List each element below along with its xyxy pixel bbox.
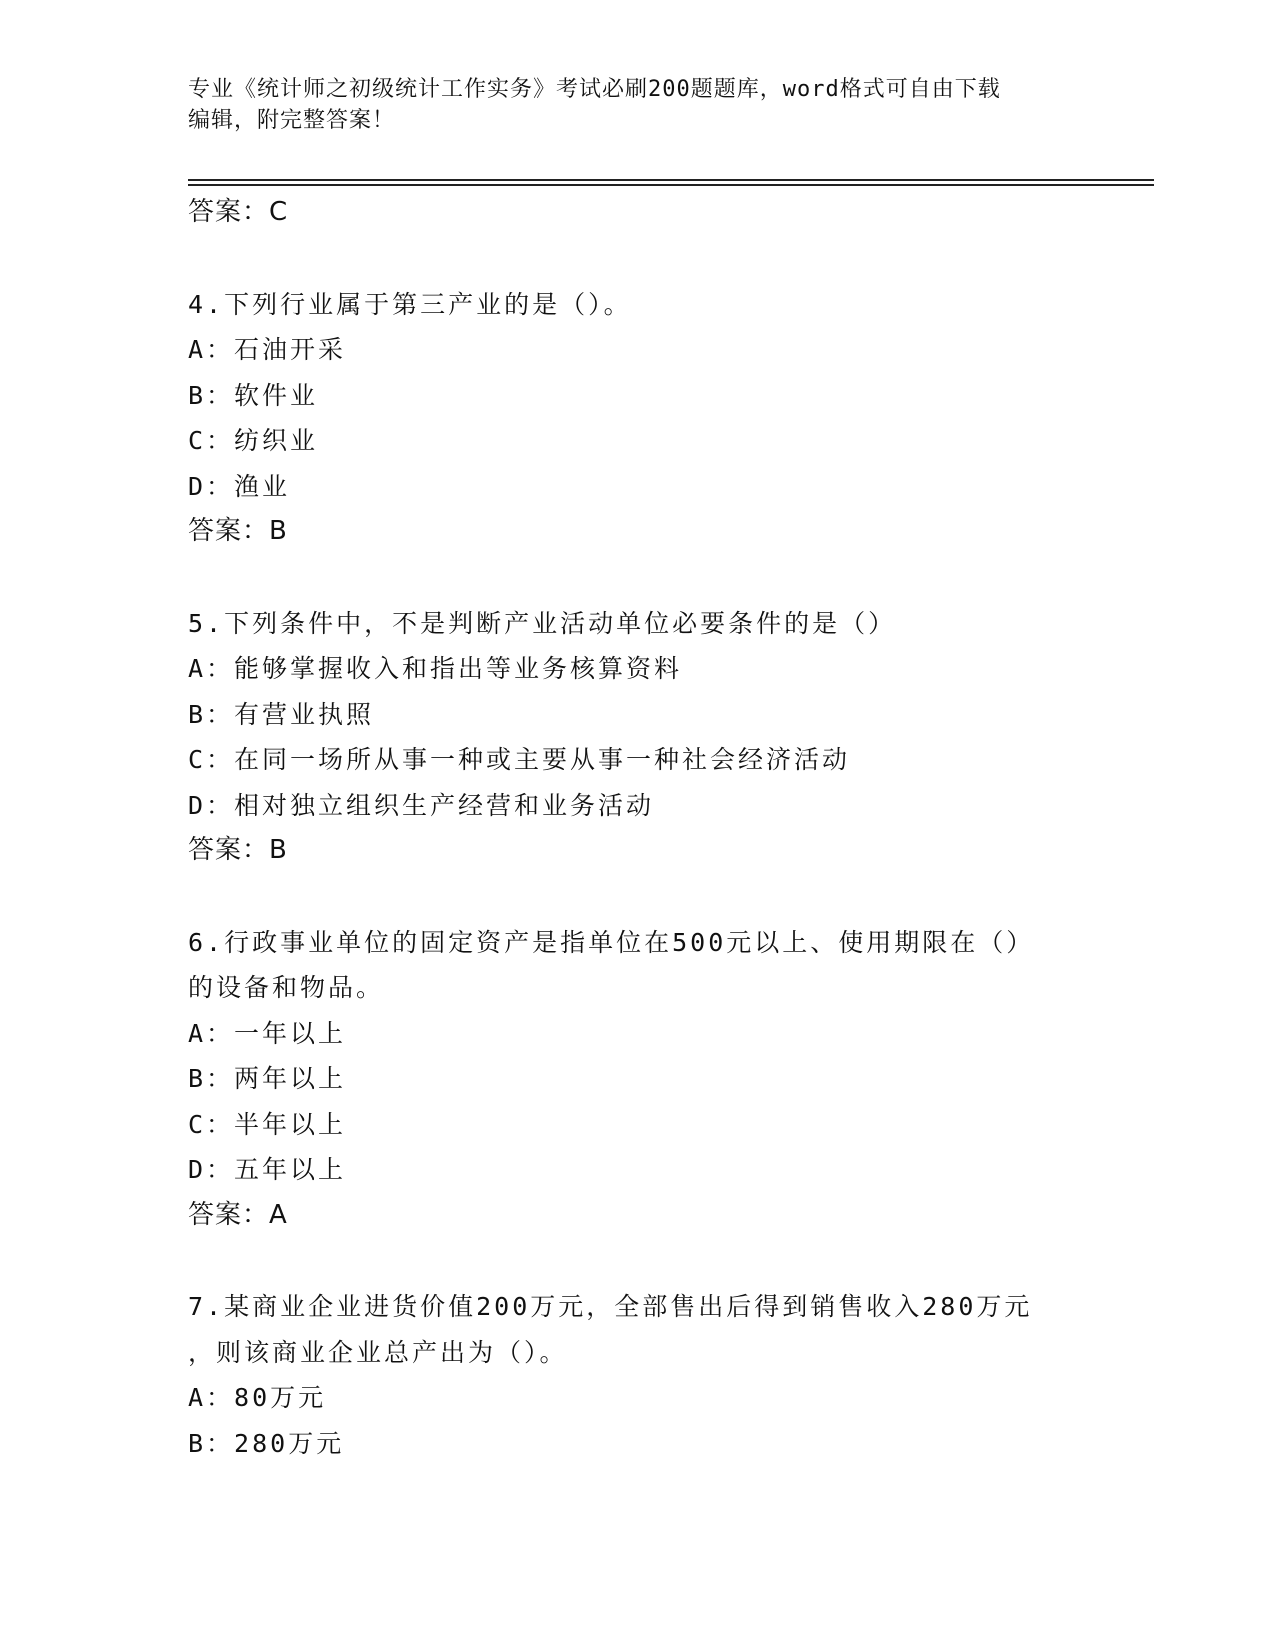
spacer [188,555,1088,601]
header-divider [188,184,1154,186]
document-header [188,74,1088,136]
option-a: A：石油开采 [188,335,347,364]
spacer [188,874,1088,920]
option-c: C：在同一场所从事一种或主要从事一种社会经济活动 [188,745,851,774]
answer: 答案：B [188,835,288,865]
question-list [188,190,1088,1466]
question-stem: 7.某商业企业进货价值200万元，全部售出后得到销售收入280万元 [188,1292,1033,1321]
option-a: A：一年以上 [188,1018,347,1048]
header-line: 编辑，附完整答案！ [188,108,396,133]
question-5 [188,601,1088,874]
option-c: C：半年以上 [188,1109,347,1139]
header-divider [188,179,1154,181]
previous-answer: 答案：C [188,197,289,227]
option-d: D：相对独立组织生产经营和业务活动 [188,790,655,820]
answer: 答案：B [188,516,288,546]
header-line: 专业《统计师之初级统计工作实务》考试必刷200题题库，word格式可自由下载 [188,77,1001,102]
question-stem: 5.下列条件中，不是判断产业活动单位必要条件的是（） [188,608,897,638]
option-a: A：能够掌握收入和指出等业务核算资料 [188,654,683,683]
question-stem-continued: ，则该商业企业总产出为（）。 [188,1337,568,1367]
option-b: B：280万元 [188,1428,345,1458]
spacer [188,236,1088,282]
question-4 [188,282,1088,555]
question-7 [188,1284,1088,1466]
option-d: D：渔业 [188,471,291,501]
option-d: D：五年以上 [188,1155,347,1184]
question-stem: 6.行政事业单位的固定资产是指单位在500元以上、使用期限在（） [188,927,1035,957]
option-c: C：纺织业 [188,426,319,455]
spacer [188,1238,1088,1284]
option-a: A：80万元 [188,1383,327,1412]
question-6 [188,920,1088,1239]
question-stem: 4.下列行业属于第三产业的是（）。 [188,289,632,319]
question-stem-continued: 的设备和物品。 [188,973,385,1002]
option-b: B：有营业执照 [188,699,375,729]
option-b: B：两年以上 [188,1064,347,1093]
option-b: B：软件业 [188,380,319,410]
answer: 答案：A [188,1199,288,1230]
